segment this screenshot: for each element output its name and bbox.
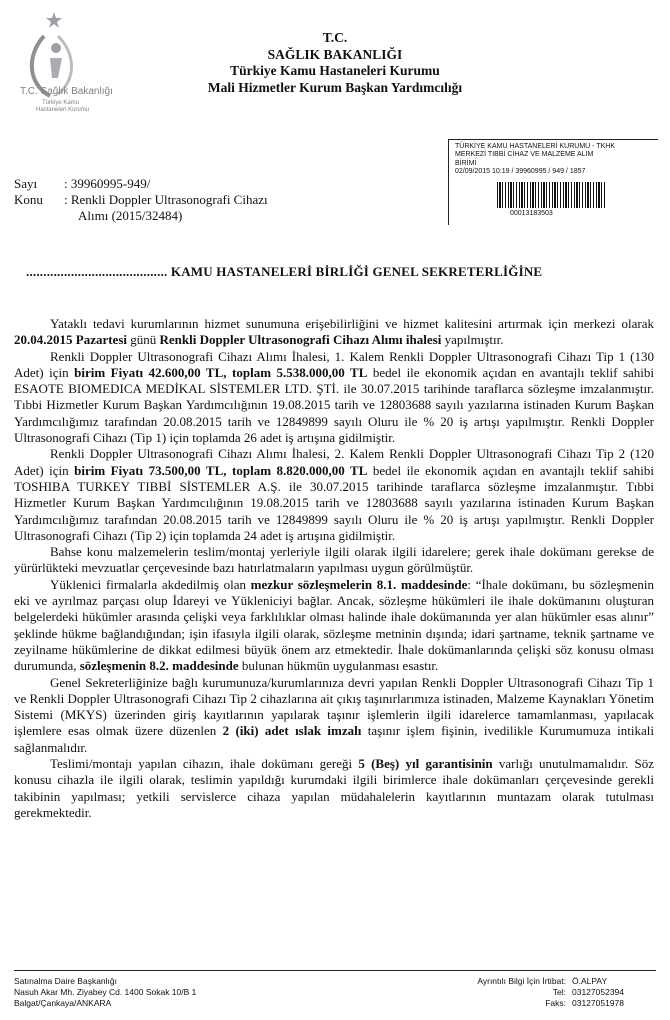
logo-subtext-1: Türkiye Kamu xyxy=(42,100,80,106)
p2-run: Renkli Doppler Ultrasonografi Cihazı Alımı İhalesi, 1. Kalem Renkli Doppler Ultrasonografi Cihazı Tip 1 (130 Adet) için xyxy=(14,348,654,380)
footer-city: Balgat/Çankaya/ANKARA xyxy=(14,998,112,1008)
p3-run: birim Fiyatı 73.500,00 TL, toplam 8.820.000,00 TL xyxy=(74,462,368,478)
stamp-line-2: MERKEZİ TIBBİ CİHAZ VE MALZEME ALIM xyxy=(455,151,594,159)
reference-block xyxy=(14,176,268,224)
p6-run: Genel Sekreterliğinize bağlı kurumunuza/kurumlarınıza devri yapılan Renkli Doppler Ultrasonografi Cihazı Tip 1 ve Renkli Doppler Ultrasonografi Cihazı Tip 2 cihazlarına ait çıkış taşınırlarımıza istinaden, Malzeme Kaynakları Yönetim Sistemi (MKYS) üzerinden giriş kayıtlarının yapılarak taşınır işlemlerin ilgili idarelerce tamamlanması, yapılacak işlemlere esas olmak üzere düzenlen xyxy=(14,674,654,739)
p6-run: 2 (iki) adet ıslak imzalı xyxy=(222,723,362,739)
paragraph-2 xyxy=(14,349,654,447)
p1-run: Yataklı tedavi kurumlarının hizmet sunumuna erişebilirliğini ve hizmet kalitesini artırmak için merkezi olarak xyxy=(50,316,654,331)
letterhead-institution: Türkiye Kamu Hastaneleri Kurumu xyxy=(230,63,440,78)
letterhead-department: Mali Hizmetler Kurum Başkan Yardımcılığı xyxy=(207,79,463,95)
stamp-line-1: TÜRKİYE KAMU HASTANELERİ KURUMU - TKHK xyxy=(455,143,615,150)
konu-value-cont: Alımı (2015/32484) xyxy=(78,208,183,223)
footer-address xyxy=(14,976,196,1009)
p1-run: Renkli Doppler Ultrasonografi Cihazı Alımı ihalesi xyxy=(159,332,442,348)
konu-value: : Renkli Doppler Ultrasonografi Cihazı xyxy=(64,192,268,207)
p5-run: mezkur sözleşmelerin 8.1. maddesinde xyxy=(250,576,468,592)
ministry-logo xyxy=(14,6,124,126)
p1-run: yapılmıştır. xyxy=(441,332,504,348)
p5-run: sözleşmenin 8.2. maddesinde xyxy=(79,658,239,674)
stamp-line-3: BİRİMİ xyxy=(455,159,477,167)
paragraph-4 xyxy=(14,544,654,577)
sayi-label: Sayı xyxy=(14,176,38,191)
fax-value: 03127051978 xyxy=(572,998,625,1008)
p7-run: varlığı unutulmamalıdır. Söz konusu cihazla ile ilgili olarak, teslimin yapıldığı kurumdaki ilgili birimlerce ihale dokümanları çerçevesinde gerekli takibinin yapılması; yetkili servislerce cihaza yapılan müdahalelerin kayıtlarının muntazam olarak tutulması gerekmektedir. xyxy=(14,756,654,820)
p1-run: günü xyxy=(127,332,160,348)
paragraph-1 xyxy=(14,316,654,349)
p7-run: Teslimi/montajı yapılan cihazın, ihale dokümanı gereği xyxy=(50,756,359,772)
footer-divider xyxy=(14,970,656,971)
paragraph-6 xyxy=(14,675,654,756)
barcode xyxy=(497,182,607,208)
p2-run: bedel ile ekonomik açıdan en avantajlı teklif sahibi ESAOTE BIOMEDICA MEDİKAL SİSTEMLER LTD. ŞTİ. ile 30.07.2015 tarihinde taraflarca sözleşme imzalanmıştır. Tıbbi Hizmetler Kurum Başkan Yardımcılığının 19.08.2015 tarih ve 12803688 sayılı yazılarına istinaden Kurum Başkan Yardımcılığımız tarafından 20.08.2015 tarih ve 12849899 sayılı Oluru ile % 20 iş artışı yapılmıştır. Renkli Doppler Ultrasonografi Cihazı (Tip 1) için toplamda 26 adet iş artışına gidilmiştir. xyxy=(14,364,655,446)
p4-run: Bahse konu malzemelerin teslim/montaj yerleriyle ilgili olarak ilgili idarelere; gerek ihale dokümanı gerekse de yürürlükteki mevzuatlar çerçevesinde bazı hatırlatmaların yapılması uygun görülmüştür. xyxy=(14,544,654,576)
letterhead-tc: T.C. xyxy=(322,30,348,45)
p1-run: 20.04.2015 Pazartesi xyxy=(14,332,128,348)
p6-run: taşınır işlem fişinin, ivedilikle Kurumumuza intikali sağlanmalıdır. xyxy=(14,723,654,755)
p5-run: Yüklenici firmalarla akdedilmiş olan xyxy=(50,576,251,592)
contact-name: Ö.ALPAY xyxy=(572,976,608,986)
stamp-line-4: 02/09/2015 10:19 / 39960995 / 949 / 1857 xyxy=(455,168,586,176)
letter-body xyxy=(14,316,654,821)
fax-label: Faks: xyxy=(545,998,566,1008)
p7-run: 5 (Beş) yıl garantisinin xyxy=(358,756,493,772)
addressee: ......................................... KAMU HASTANELERİ BİRLİĞİ GENEL SEKRETERLİĞİNE xyxy=(26,264,543,279)
footer-dept: Satınalma Daire Başkanlığı xyxy=(14,976,117,986)
p3-run: bedel ile ekonomik açıdan en avantajlı teklif sahibi TOSHIBA TURKEY TIBBİ SİSTEMLER A.Ş. ile 30.07.2015 tarihinde taraflarca sözleşme imzalanmıştır. Tıbbi Hizmetler Kurum Başkan Yardımcılığının 19.08.2015 tarih ve 12803688 sayılı yazılarına istinaden Kurum Başkan Yardımcılığımız tarafından 20.08.2015 tarih ve 12849899 sayılı Oluru ile % 20 iş artışı yapılmıştır. Renkli Doppler Ultrasonografi Cihazı (Tip 2) için toplamda 24 adet iş artışına gidilmiştir. xyxy=(14,462,655,543)
barcode-number: 00013183503 xyxy=(510,210,553,217)
footer-street: Nasuh Akar Mh. Ziyabey Cd. 1400 Sokak 10/B 1 xyxy=(14,987,197,997)
footer-contact xyxy=(470,976,656,1009)
letterhead xyxy=(170,30,500,96)
paragraph-3 xyxy=(14,446,654,544)
konu-label: Konu xyxy=(14,192,43,207)
tel-label: Tel: xyxy=(552,987,566,997)
sayi-value: : 39960995-949/ xyxy=(64,176,151,191)
paragraph-5 xyxy=(14,577,654,675)
p5-run: bulunan hükmün uygulanması esastır. xyxy=(238,658,439,674)
logo-subtext-2: Hastaneleri Kurumu xyxy=(36,107,90,113)
contact-label: Ayrıntılı Bilgi İçin İrtibat: xyxy=(477,976,566,986)
paragraph-7 xyxy=(14,756,654,821)
p3-run: Renkli Doppler Ultrasonografi Cihazı Alımı İhalesi, 2. Kalem Renkli Doppler Ultrasonografi Cihazı Tip 2 (120 Adet) için xyxy=(14,446,654,478)
p2-run: birim Fiyatı 42.600,00 TL, toplam 5.538.000,00 TL xyxy=(74,364,368,380)
logo-text: T.C. Sağlık Bakanlığı xyxy=(20,86,113,97)
p5-run: : “İhale dokümanı, bu sözleşmenin eki ve ayrılmaz parçası olup İdareyi ve Yükleniciyi bağlar. Ancak, sözleşme hükümleri ile ihale dokümanını oluşturan belgelerdeki hükümler arasında çelişki veya farklılıklar olması halinde ihale dokümanında yer alan hükümler esas alınır” şeklinde hükme bağlandığından; işin ifasıyla ilgili olarak, sözleşme metninin dışında; idari şartname, teknik şartname ve zeyilname hükümlerine de dikkat edilmesi büyük önem arz etmektedir. İhale dokümanlarında çelişki söz konusu olması durumunda, xyxy=(14,576,655,674)
letterhead-ministry: SAĞLIK BAKANLIĞI xyxy=(267,46,403,62)
tel-value: 03127052394 xyxy=(572,987,625,997)
